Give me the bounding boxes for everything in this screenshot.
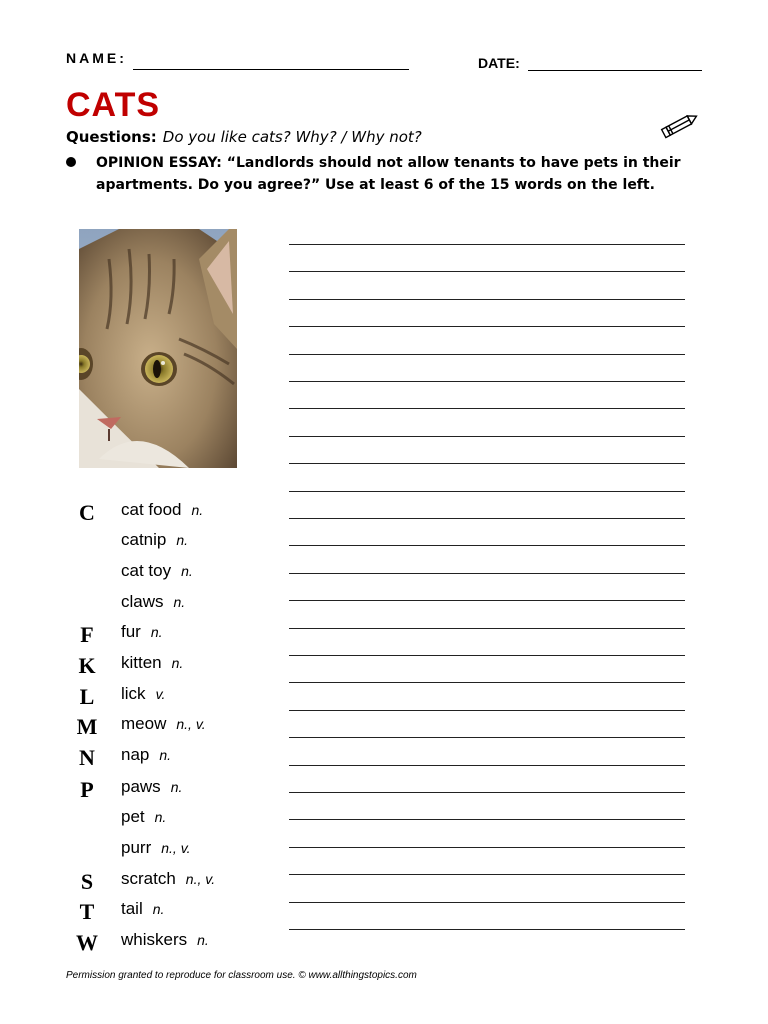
writing-line[interactable]: [289, 545, 685, 546]
date-field-line[interactable]: [528, 70, 702, 71]
vocab-word: cat toy: [121, 561, 172, 580]
alphabet-letter: N: [79, 745, 95, 770]
vocab-part-of-speech: n.: [171, 655, 184, 671]
writing-line[interactable]: [289, 271, 685, 272]
vocab-item: [121, 869, 215, 889]
writing-line[interactable]: [289, 408, 685, 409]
name-label: NAME:: [66, 50, 127, 66]
vocab-item: [121, 714, 206, 734]
vocab-item: [121, 807, 166, 827]
vocab-word: catnip: [121, 530, 167, 549]
vocab-word: nap: [121, 745, 150, 764]
vocab-item: [121, 653, 183, 673]
date-label: DATE:: [478, 55, 520, 71]
vocab-part-of-speech: n., v.: [176, 716, 206, 732]
alphabet-letter: M: [76, 714, 98, 739]
vocab-part-of-speech: n.: [150, 624, 163, 640]
alphabet-letter: S: [80, 869, 94, 894]
alphabet-letter: T: [79, 899, 95, 924]
vocab-word: whiskers: [121, 930, 188, 949]
vocab-part-of-speech: v.: [155, 686, 166, 702]
writing-line[interactable]: [289, 436, 685, 437]
vocab-item: [121, 838, 191, 858]
vocab-part-of-speech: n.: [181, 563, 193, 579]
questions-label: Questions:: [66, 128, 157, 146]
alphabet-letter: C: [79, 500, 95, 525]
vocab-word: pet: [121, 807, 145, 826]
vocab-word: cat food: [121, 500, 182, 519]
vocab-item: [121, 899, 164, 919]
alphabet-letter: L: [79, 684, 95, 709]
writing-line[interactable]: [289, 710, 685, 711]
alphabet-letter: W: [76, 930, 98, 955]
vocab-part-of-speech: n.: [154, 809, 167, 825]
vocab-word: scratch: [121, 869, 176, 888]
questions-text: Do you like cats? Why? / Why not?: [162, 128, 422, 146]
name-field-line[interactable]: [133, 69, 409, 70]
pencil-icon: [658, 108, 700, 144]
writing-line[interactable]: [289, 929, 685, 930]
vocab-part-of-speech: n., v.: [161, 840, 191, 856]
vocab-word: claws: [121, 592, 164, 611]
vocab-item: [121, 500, 203, 520]
writing-line[interactable]: [289, 491, 685, 492]
writing-line[interactable]: [289, 902, 685, 903]
vocab-item: [121, 684, 165, 704]
vocab-word: fur: [121, 622, 141, 641]
alphabet-letter: F: [80, 622, 94, 647]
writing-line[interactable]: [289, 326, 685, 327]
vocab-item: [121, 530, 188, 550]
vocab-part-of-speech: n.: [170, 779, 183, 795]
vocab-item: [121, 622, 163, 642]
writing-line[interactable]: [289, 655, 685, 656]
writing-line[interactable]: [289, 518, 685, 519]
writing-line[interactable]: [289, 682, 685, 683]
vocab-item: [121, 592, 185, 612]
writing-line[interactable]: [289, 819, 685, 820]
writing-line[interactable]: [289, 737, 685, 738]
vocab-word: lick: [121, 684, 146, 703]
writing-line[interactable]: [289, 628, 685, 629]
vocab-item: [121, 930, 209, 950]
vocab-word: purr: [121, 838, 152, 857]
page-title: CATS: [66, 86, 161, 124]
writing-line[interactable]: [289, 765, 685, 766]
vocab-word: paws: [121, 777, 161, 796]
vocab-item: [121, 745, 171, 765]
vocab-word: tail: [121, 899, 143, 918]
writing-line[interactable]: [289, 463, 685, 464]
bullet-icon: [66, 157, 76, 167]
writing-line[interactable]: [289, 573, 685, 574]
alphabet-letter: P: [80, 777, 94, 802]
vocab-part-of-speech: n., v.: [185, 871, 216, 887]
essay-prompt: OPINION ESSAY: “Landlords should not allow tenants to have pets in their apartments. Do you agree?” Use at least 6 of the 15 words on the left.: [96, 155, 681, 193]
vocab-part-of-speech: n.: [159, 747, 172, 763]
writing-line[interactable]: [289, 792, 685, 793]
writing-line[interactable]: [289, 354, 685, 355]
vocab-item: [121, 777, 182, 797]
vocab-part-of-speech: n.: [152, 901, 165, 917]
writing-line[interactable]: [289, 874, 685, 875]
writing-line[interactable]: [289, 299, 685, 300]
vocab-word: kitten: [121, 653, 162, 672]
vocab-part-of-speech: n.: [173, 594, 186, 610]
writing-line[interactable]: [289, 600, 685, 601]
vocab-part-of-speech: n.: [197, 932, 209, 948]
alphabet-letter: K: [78, 653, 96, 678]
writing-line[interactable]: [289, 381, 685, 382]
vocab-part-of-speech: n.: [191, 502, 204, 518]
vocab-item: [121, 561, 193, 581]
questions-row: [66, 128, 422, 146]
vocab-word: meow: [121, 714, 167, 733]
footer-permission: Permission granted to reproduce for classroom use. © www.allthingstopics.com: [66, 970, 417, 981]
writing-line[interactable]: [289, 847, 685, 848]
vocab-part-of-speech: n.: [176, 532, 189, 548]
writing-line[interactable]: [289, 244, 685, 245]
cat-photo: [79, 229, 237, 468]
